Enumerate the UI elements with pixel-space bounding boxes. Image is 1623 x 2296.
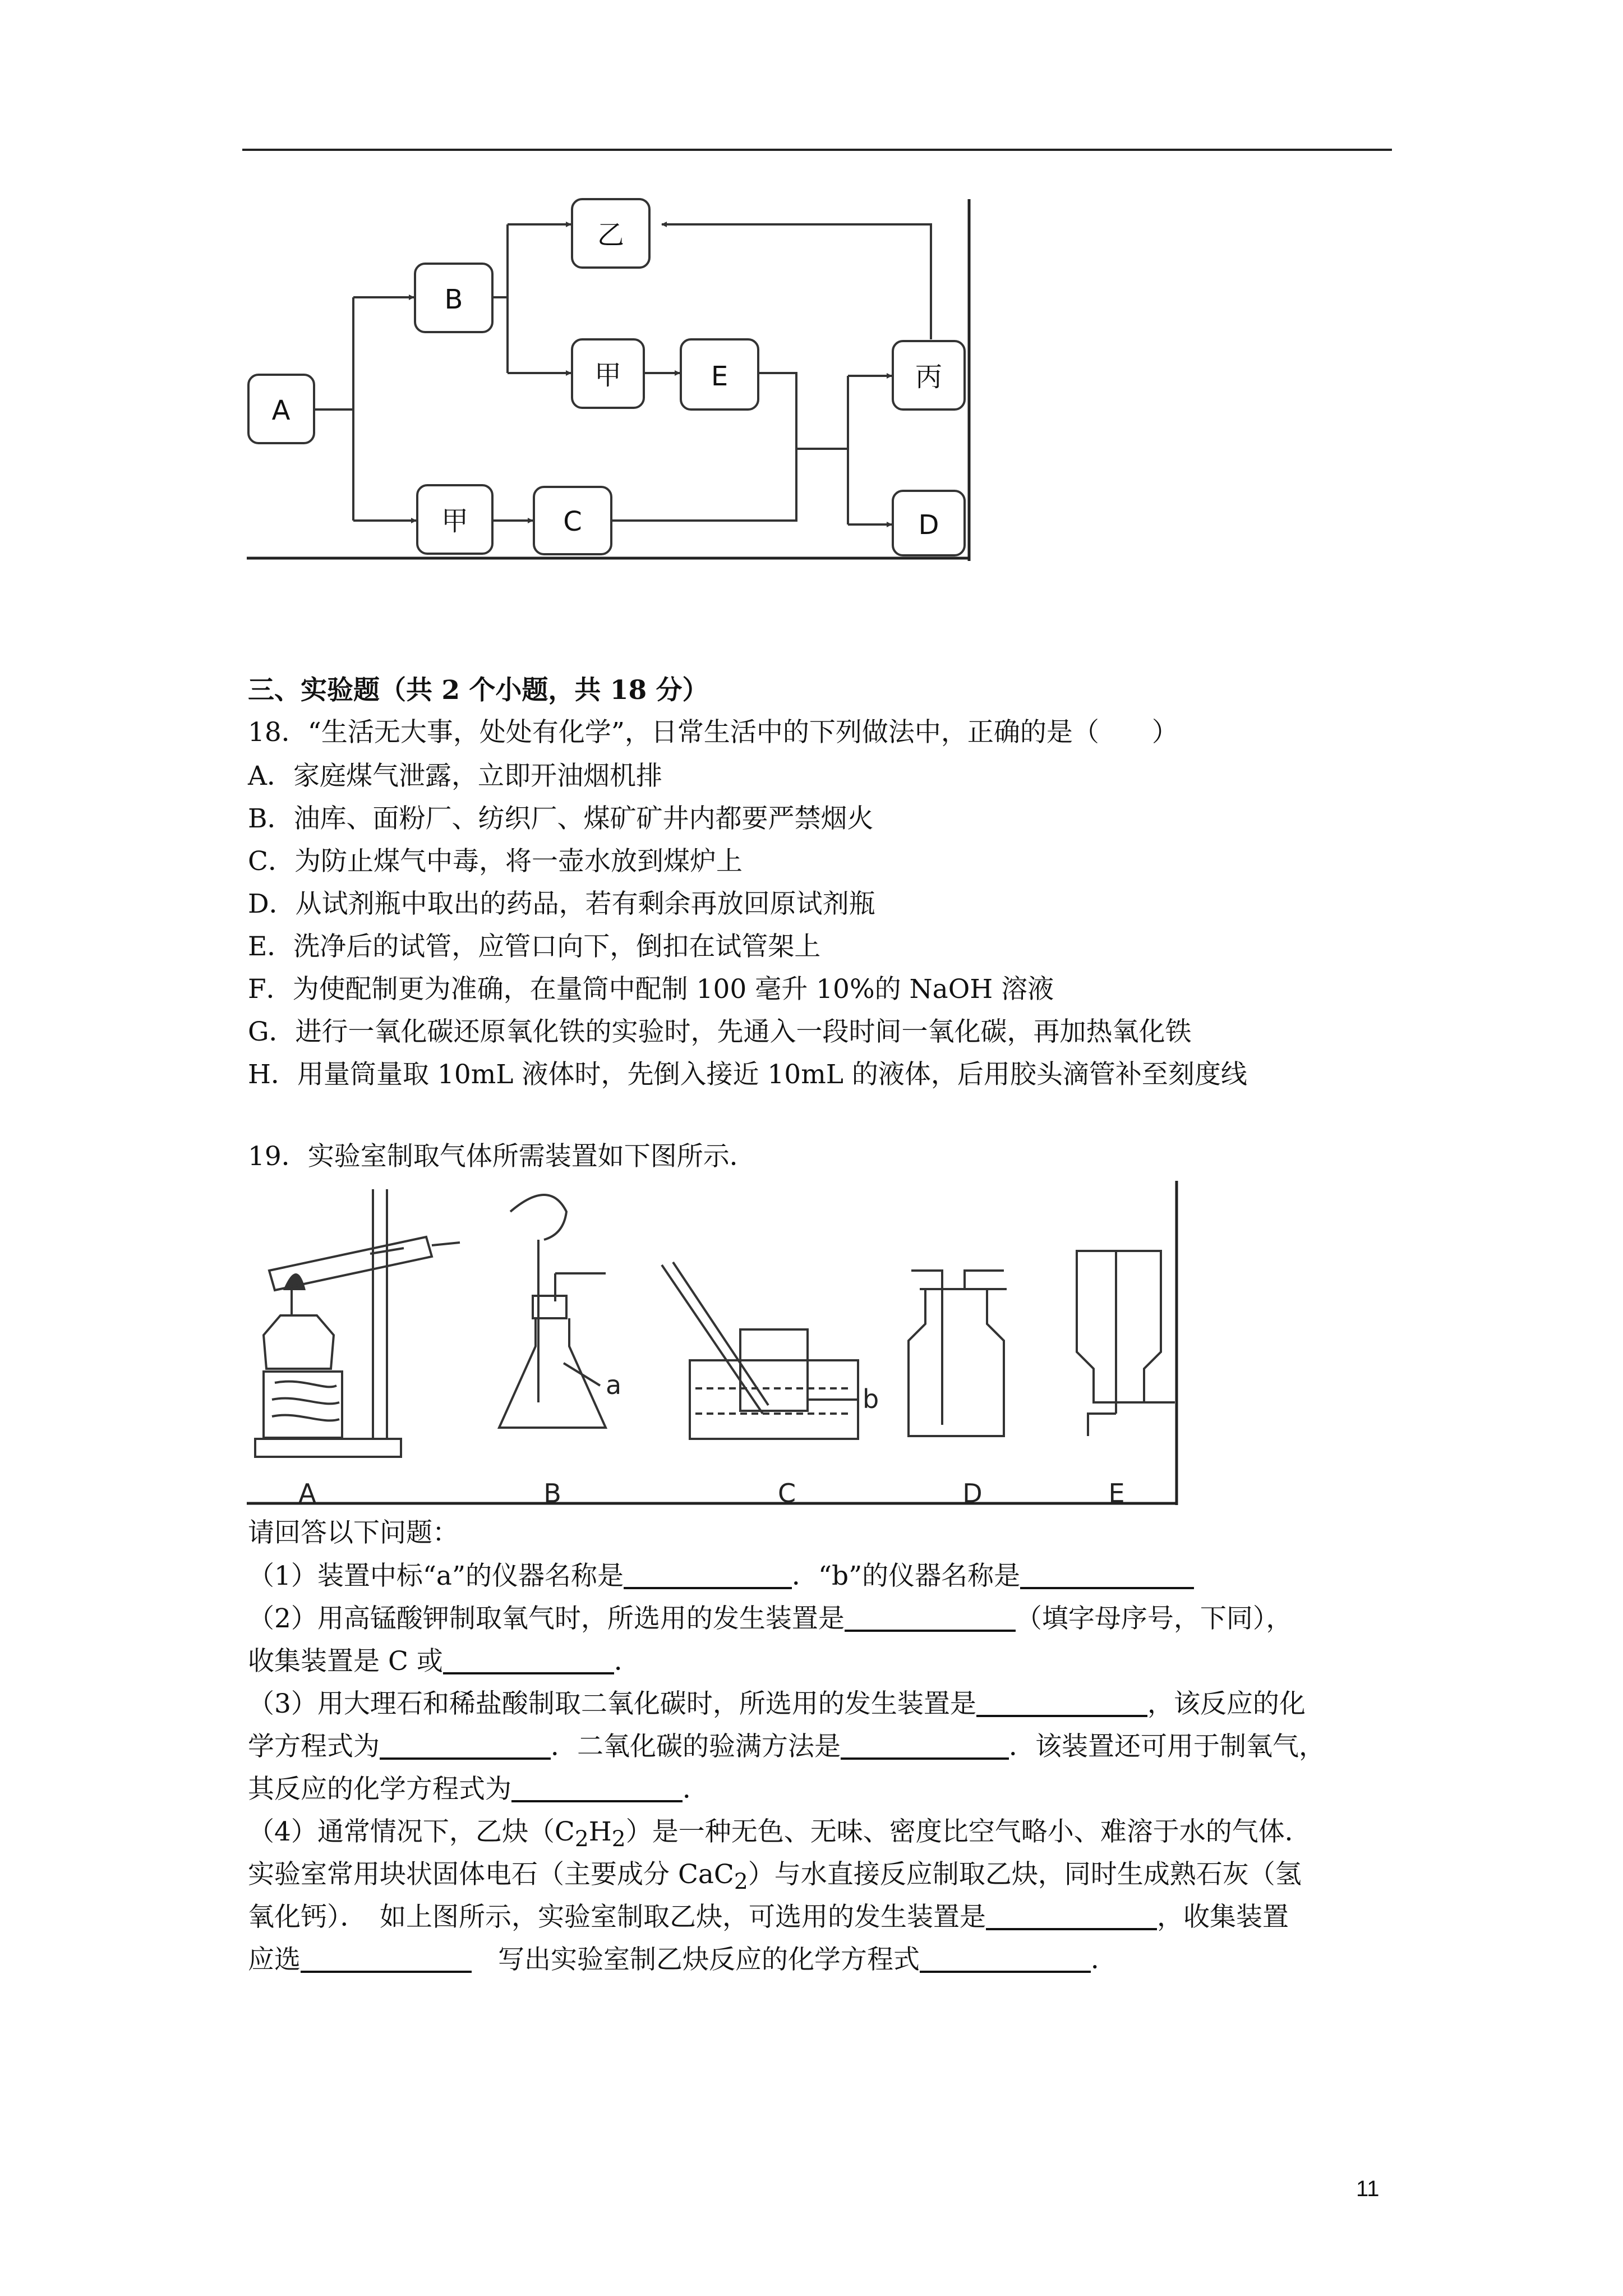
node-bing <box>893 341 965 409</box>
blank-11[interactable] <box>920 1941 1091 1973</box>
blank-8[interactable] <box>511 1771 683 1802</box>
blank-1[interactable] <box>624 1558 792 1589</box>
label-b: b <box>863 1384 879 1414</box>
node-B <box>415 264 492 332</box>
q18-option-b: B．油库、面粉厂、纺织厂、煤矿矿井内都要严禁烟火 <box>248 803 874 834</box>
svg-text:E: E <box>711 361 728 392</box>
blank-10[interactable] <box>301 1941 472 1973</box>
svg-text:丙: 丙 <box>915 361 943 393</box>
q19-part4-line4: 应选 写出实验室制乙炔反应的化学方程式 ． <box>248 1939 1117 1981</box>
q18-option-c: C．为防止煤气中毒，将一壶水放到煤炉上 <box>248 846 743 877</box>
blank-9[interactable] <box>986 1899 1157 1930</box>
svg-text:C: C <box>563 506 582 537</box>
q18-option-a: A．家庭煤气泄露，立即开油烟机排 <box>248 761 662 792</box>
apparatus-b <box>499 1195 606 1428</box>
q19-part3-line3: 其反应的化学方程式为 ． <box>248 1768 709 1811</box>
node-C <box>534 487 611 554</box>
apparatus-a <box>255 1189 460 1457</box>
apparatus-d <box>909 1271 1007 1436</box>
q19-part3-line1: （3）用大理石和稀盐酸制取二氧化碳时，所选用的发生装置是 ，该反应的化 <box>248 1683 1306 1726</box>
q18-option-d: D．从试剂瓶中取出的药品，若有剩余再放回原试剂瓶 <box>248 889 875 919</box>
q18-option-f: F．为使配制更为准确，在量筒中配制 100 毫升 10%的 NaOH 溶液 <box>248 974 1054 1005</box>
svg-text:B: B <box>444 284 463 315</box>
apparatus-e <box>1077 1251 1175 1436</box>
node-D <box>893 491 965 555</box>
q19-part4-line2: 实验室常用块状固体电石（主要成分 CaC$_2$）与水直接反应制取乙炔，同时生成熟石灰（氢 <box>248 1859 1302 1895</box>
q19-part3-line2: 学方程式为 ．二氧化碳的验满方法是 ．该装置还可用于制氧气， <box>248 1726 1325 1768</box>
node-A <box>248 375 314 443</box>
fig-label-a: A <box>298 1478 316 1508</box>
section-title: 三、实验题（共 2 个小题，共 18 分） <box>248 675 709 706</box>
q19-part1: （1）装置中标“a”的仪器名称是 ．“b”的仪器名称是 <box>248 1555 1194 1598</box>
node-E <box>681 339 758 409</box>
fig-label-e: E <box>1108 1478 1125 1508</box>
svg-text:A: A <box>271 395 291 426</box>
fig-label-c: C <box>777 1478 796 1508</box>
q19-part4-line3: 氧化钙）． 如上图所示，实验室制取乙炔，可选用的发生装置是 ，收集装置 <box>248 1896 1289 1939</box>
q18-option-h: H．用量筒量取 10mL 液体时，先倒入接近 10mL 的液体，后用胶头滴管补至刻度线 <box>248 1059 1247 1090</box>
q19-part2-line1: （2）用高锰酸钾制取氧气时，所选用的发生装置是 （填字母序号，下同）， <box>248 1598 1292 1640</box>
fig-label-d: D <box>962 1478 983 1508</box>
q19-part2-line2: 收集装置是 C 或 ． <box>248 1640 640 1683</box>
page-number: 11 <box>1356 2177 1380 2201</box>
blank-5[interactable] <box>976 1686 1147 1717</box>
q19-stem: 19．实验室制取气体所需装置如下图所示． <box>248 1141 756 1172</box>
apparatus-figure <box>0 1167 1623 1508</box>
blank-4[interactable] <box>443 1643 614 1674</box>
fig-label-b: B <box>543 1478 561 1508</box>
q19-prompt: 请回答以下问题： <box>248 1517 459 1548</box>
node-yi <box>572 199 649 268</box>
node-jia-lower <box>417 485 492 554</box>
label-a: a <box>606 1370 622 1400</box>
blank-7[interactable] <box>841 1728 1009 1760</box>
blank-2[interactable] <box>1020 1558 1194 1589</box>
node-jia-upper <box>572 339 644 408</box>
q18-option-e: E．洗净后的试管，应管口向下，倒扣在试管架上 <box>248 931 821 962</box>
svg-text:甲: 甲 <box>441 505 469 537</box>
blank-3[interactable] <box>845 1600 1016 1632</box>
svg-text:D: D <box>918 509 939 541</box>
flow-diagram <box>0 0 1623 561</box>
q18-option-g: G．进行一氧化碳还原氧化铁的实验时，先通入一段时间一氧化碳，再加热氧化铁 <box>248 1016 1192 1047</box>
apparatus-c <box>662 1262 858 1439</box>
q18-stem: 18．“生活无大事，处处有化学”，日常生活中的下列做法中，正确的是（ ） <box>248 717 1178 748</box>
svg-text:甲: 甲 <box>594 360 622 391</box>
q19-part4-line1: （4）通常情况下，乙炔$(C_2H_2)$是一种无色、无味、密度比空气略小、难溶于水的气体． <box>248 1816 1311 1852</box>
blank-6[interactable] <box>380 1728 551 1760</box>
svg-text:乙: 乙 <box>597 219 625 251</box>
